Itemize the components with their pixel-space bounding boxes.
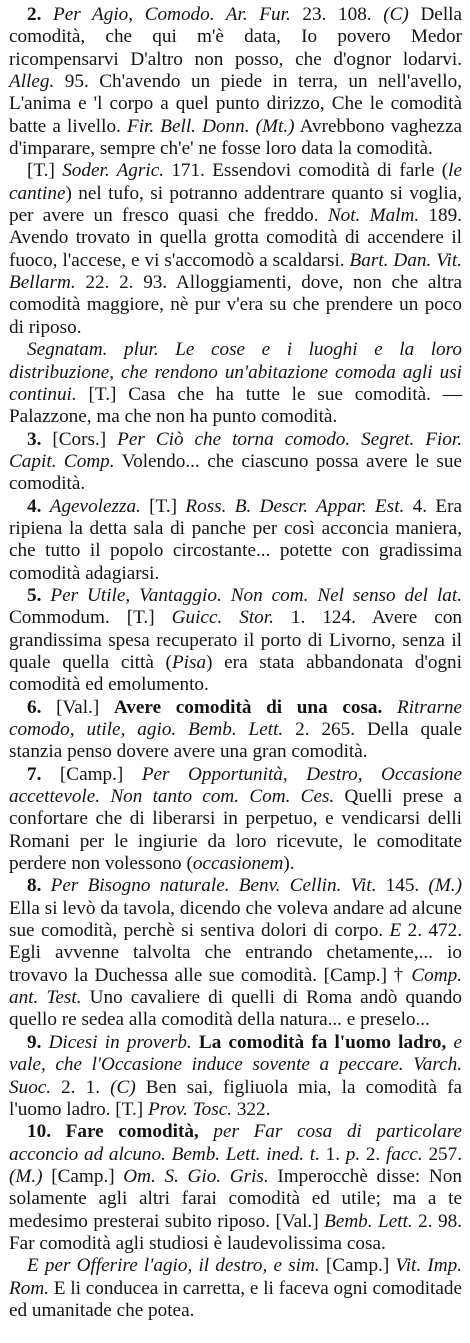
entry-italic-text: (M.): [9, 1165, 43, 1187]
entry-text: 22. 2. 93. Alloggiamenti, dove, non che altra comodità maggiore, nè pur v'era su che prendere un poco di riposo.: [9, 272, 462, 338]
entry-italic-text: Per Agio, Comodo. Ar. Fur.: [53, 4, 291, 25]
entry-bold-text: 5.: [27, 584, 51, 606]
entry-text: [446, 1032, 453, 1053]
entry-text: 4. Era ripiena la detta sala di panche per così acconcia maniera, che tutto il popolo circostante... potette con gradissima comodità adagiarsi.: [9, 495, 462, 584]
entry-bold-text: Fare comodità,: [65, 1121, 199, 1143]
entry-italic-text: occasionem: [192, 853, 284, 875]
entry-italic-text: Bart. Dan. Vit. Bellarm.: [9, 249, 462, 294]
entry-italic-text: Per Ciò che torna comodo. Segret. Fior. Capit. Comp.: [9, 428, 463, 472]
entry-e5: [9, 585, 462, 697]
entry-italic-text: E per Offerire l'agio, il destro, e sim.: [27, 1255, 320, 1277]
entry-text: [192, 1032, 199, 1053]
entry-italic-text: Ritrarne comodo, utile, agio. Bemb. Lett.: [9, 696, 463, 740]
entry-italic-text: per Far cosa di particolare acconcio ad alcuno. Bemb. Lett. ined. t.: [9, 1121, 462, 1165]
entry-italic-text: Guicc. Stor.: [171, 607, 274, 629]
entry-text: Volendo... che ciascuno possa avere le sue comodità.: [9, 450, 462, 495]
entry-text: [Val.]: [56, 696, 114, 718]
entry-italic-text: le cantine: [9, 160, 463, 204]
entry-text: 145.: [376, 875, 429, 897]
entry-e10-offerire: [9, 1255, 462, 1322]
entry-italic-text: Per Bisogno naturale. Benv. Cellin. Vit.: [50, 875, 377, 897]
entry-text: [382, 697, 397, 718]
entry-italic-text: Bemb. Lett.: [324, 1210, 413, 1232]
entry-bold-text: Avere comodità di una cosa.: [113, 696, 383, 718]
entry-bold-text: 10.: [27, 1121, 66, 1143]
entry-bold-text: 7.: [27, 763, 60, 785]
entry-italic-text: Om. S. Gio. Gris.: [123, 1165, 269, 1187]
entry-text: Commodum. [T.]: [9, 607, 172, 629]
entry-italic-text: Not. Malm.: [327, 205, 420, 227]
entry-e6: [9, 697, 462, 764]
entry-italic-text: Per Opportunità, Destro, Occasione accettevole. Non tanto com. Com. Ces.: [9, 763, 462, 808]
entry-text: [T.]: [140, 495, 186, 517]
entry-text: ).: [283, 853, 295, 875]
entry-text: 1.: [319, 1143, 346, 1165]
entry-italic-text: e vale, che l'Occasione induce sovente a peccare. Varch. Suoc.: [9, 1031, 463, 1098]
entry-text: Imperocchè disse: Non solamente agli altri farai comodità ed utile; ma a te medesimo presterai subito riposo. [Val.]: [9, 1165, 462, 1232]
entry-text: ) era stata abbandonata d'ogni comodità ed emolumento.: [9, 651, 462, 696]
entry-text: 2.: [360, 1143, 386, 1165]
entry-text: 171. Essendovi comodità di farle (: [164, 160, 449, 182]
entry-italic-text: (C): [383, 4, 409, 25]
entry-text: ) nel tufo, si potranno addentrare quanto si voglia, per avere un fresco quasi che freddo.: [9, 182, 462, 227]
entry-text: Della comodità, che qui m'è data, Io povero Medor ricompensarvi D'altro non posso, che d'ognor lodarvi.: [9, 4, 462, 70]
entry-text: Ben sai, figliuola mia, la comodità fa l'uomo ladro. [T.]: [9, 1076, 462, 1120]
entry-list: [9, 4, 462, 1322]
entry-bold-text: 6.: [27, 696, 57, 718]
entry-e2-segnatam: [9, 339, 462, 428]
entry-italic-text: Prov. Tosc.: [147, 1098, 233, 1120]
entry-e3: [9, 429, 462, 496]
entry-bold-text: 9.: [27, 1031, 49, 1053]
entry-italic-text: Vit. Imp. Rom.: [9, 1255, 462, 1299]
entry-text: 2. 265. Della quale stanzia penso dovere avere una gran comodità.: [9, 719, 462, 763]
entry-text: [Camp.]: [59, 763, 142, 785]
entry-text: [T.] Casa che ha tutte le sue comodità. — Palazzone, ma che non ha punto comodità.: [9, 383, 462, 428]
entry-text: [Camp.]: [319, 1255, 396, 1277]
entry-e8: [9, 875, 462, 1031]
entry-italic-text: Soder. Agric.: [62, 160, 165, 182]
entry-bold-text: 8.: [27, 875, 51, 897]
entry-bold-text: La comodità fa l'uomo ladro,: [198, 1031, 447, 1053]
entry-italic-text: (M.): [428, 875, 462, 897]
entry-text: 95. Ch'avendo un piede in terra, un nell'avello, L'anima e 'l corpo a quel punto dirizzo, Che le comodità batte a livello.: [9, 71, 462, 137]
entry-bold-text: 3.: [27, 428, 53, 450]
entry-text: 1. 124. Avere con grandissima spesa recuperato il porto di Livorno, senza il quale quella città (: [9, 607, 463, 673]
entry-italic-text: Pisa: [171, 651, 207, 673]
entry-text: Ella si levò da tavola, dicendo che voleva andare ad alcune sue comodità, perchè si sentiva dolori di corpo.: [9, 897, 462, 942]
entry-e2: [9, 4, 462, 160]
entry-e2-tommaseo: [9, 160, 462, 339]
entry-text: [199, 1121, 214, 1142]
entry-text: 23. 108.: [290, 4, 384, 25]
entry-e10: [9, 1121, 462, 1255]
entry-italic-text: Fir. Bell. Donn. (Mt.): [126, 115, 295, 137]
entry-text: [Cors.]: [52, 428, 118, 450]
entry-bold-text: 2.: [27, 4, 54, 25]
entry-italic-text: p.: [345, 1143, 361, 1165]
entry-italic-text: E: [389, 920, 402, 942]
entry-text: Avrebbono vaghezza d'imparare, sempre ch'e' ne fosse loro data la comodità.: [9, 115, 462, 160]
entry-text: 2. 1.: [51, 1076, 111, 1098]
entry-italic-text: (C): [110, 1076, 136, 1098]
entry-italic-text: Per Utile, Vantaggio. Non com. Nel senso del lat.: [50, 584, 463, 606]
entry-italic-text: Alleg.: [9, 71, 55, 93]
entry-italic-text: Agevolezza.: [49, 495, 141, 517]
entry-text: E li conducea in carretta, e li faceva ogni comoditade ed umanitade che potea.: [9, 1277, 462, 1321]
entry-text: [Camp.]: [42, 1165, 124, 1187]
entry-italic-text: Segnatam. plur. Le cose e i luoghi e la loro distribuzione, che rendono: [9, 339, 462, 383]
entry-text: 322.: [232, 1098, 271, 1120]
entry-e9: [9, 1032, 462, 1121]
entry-italic-text: Ross. B. Descr. Appar. Est.: [185, 495, 405, 517]
entry-italic-text: Dicesi in proverb.: [48, 1031, 192, 1053]
entry-text: Uno cavaliere di quelli di Roma andò quando quello re sedea alla comodità della natura... e preselo...: [9, 987, 462, 1031]
entry-italic-text: un'abitazione comoda agli usi continui.: [9, 361, 462, 405]
entry-italic-text: Comp. ant. Test.: [9, 964, 462, 1009]
entry-bold-text: 4.: [27, 495, 50, 517]
entry-e7: [9, 764, 462, 876]
entry-text: 257.: [422, 1143, 463, 1165]
entry-text: Quelli prese a confortare che di liberarsi in perpetuo, e vendicarsi delli Romani per le ingiurie da loro ricevute, le comoditate perdere non volessono (: [9, 786, 462, 875]
entry-text: [T.]: [27, 160, 63, 182]
entry-e4: [9, 496, 462, 585]
entry-text: 189. Avendo trovato in quella grotta comodità di accendere il fuoco, l'accese, e vi s'accomodò a scaldarsi.: [9, 205, 462, 271]
entry-text: 2. 472. Egli avvenne talvolta che entrando chetamente,... io trovavo la Duchessa alle sue comodità. [Camp.] †: [9, 920, 463, 986]
entry-italic-text: facc.: [385, 1143, 423, 1165]
entry-text: 2. 98. Far comodità agli studiosi è laudevolissima cosa.: [9, 1210, 463, 1254]
